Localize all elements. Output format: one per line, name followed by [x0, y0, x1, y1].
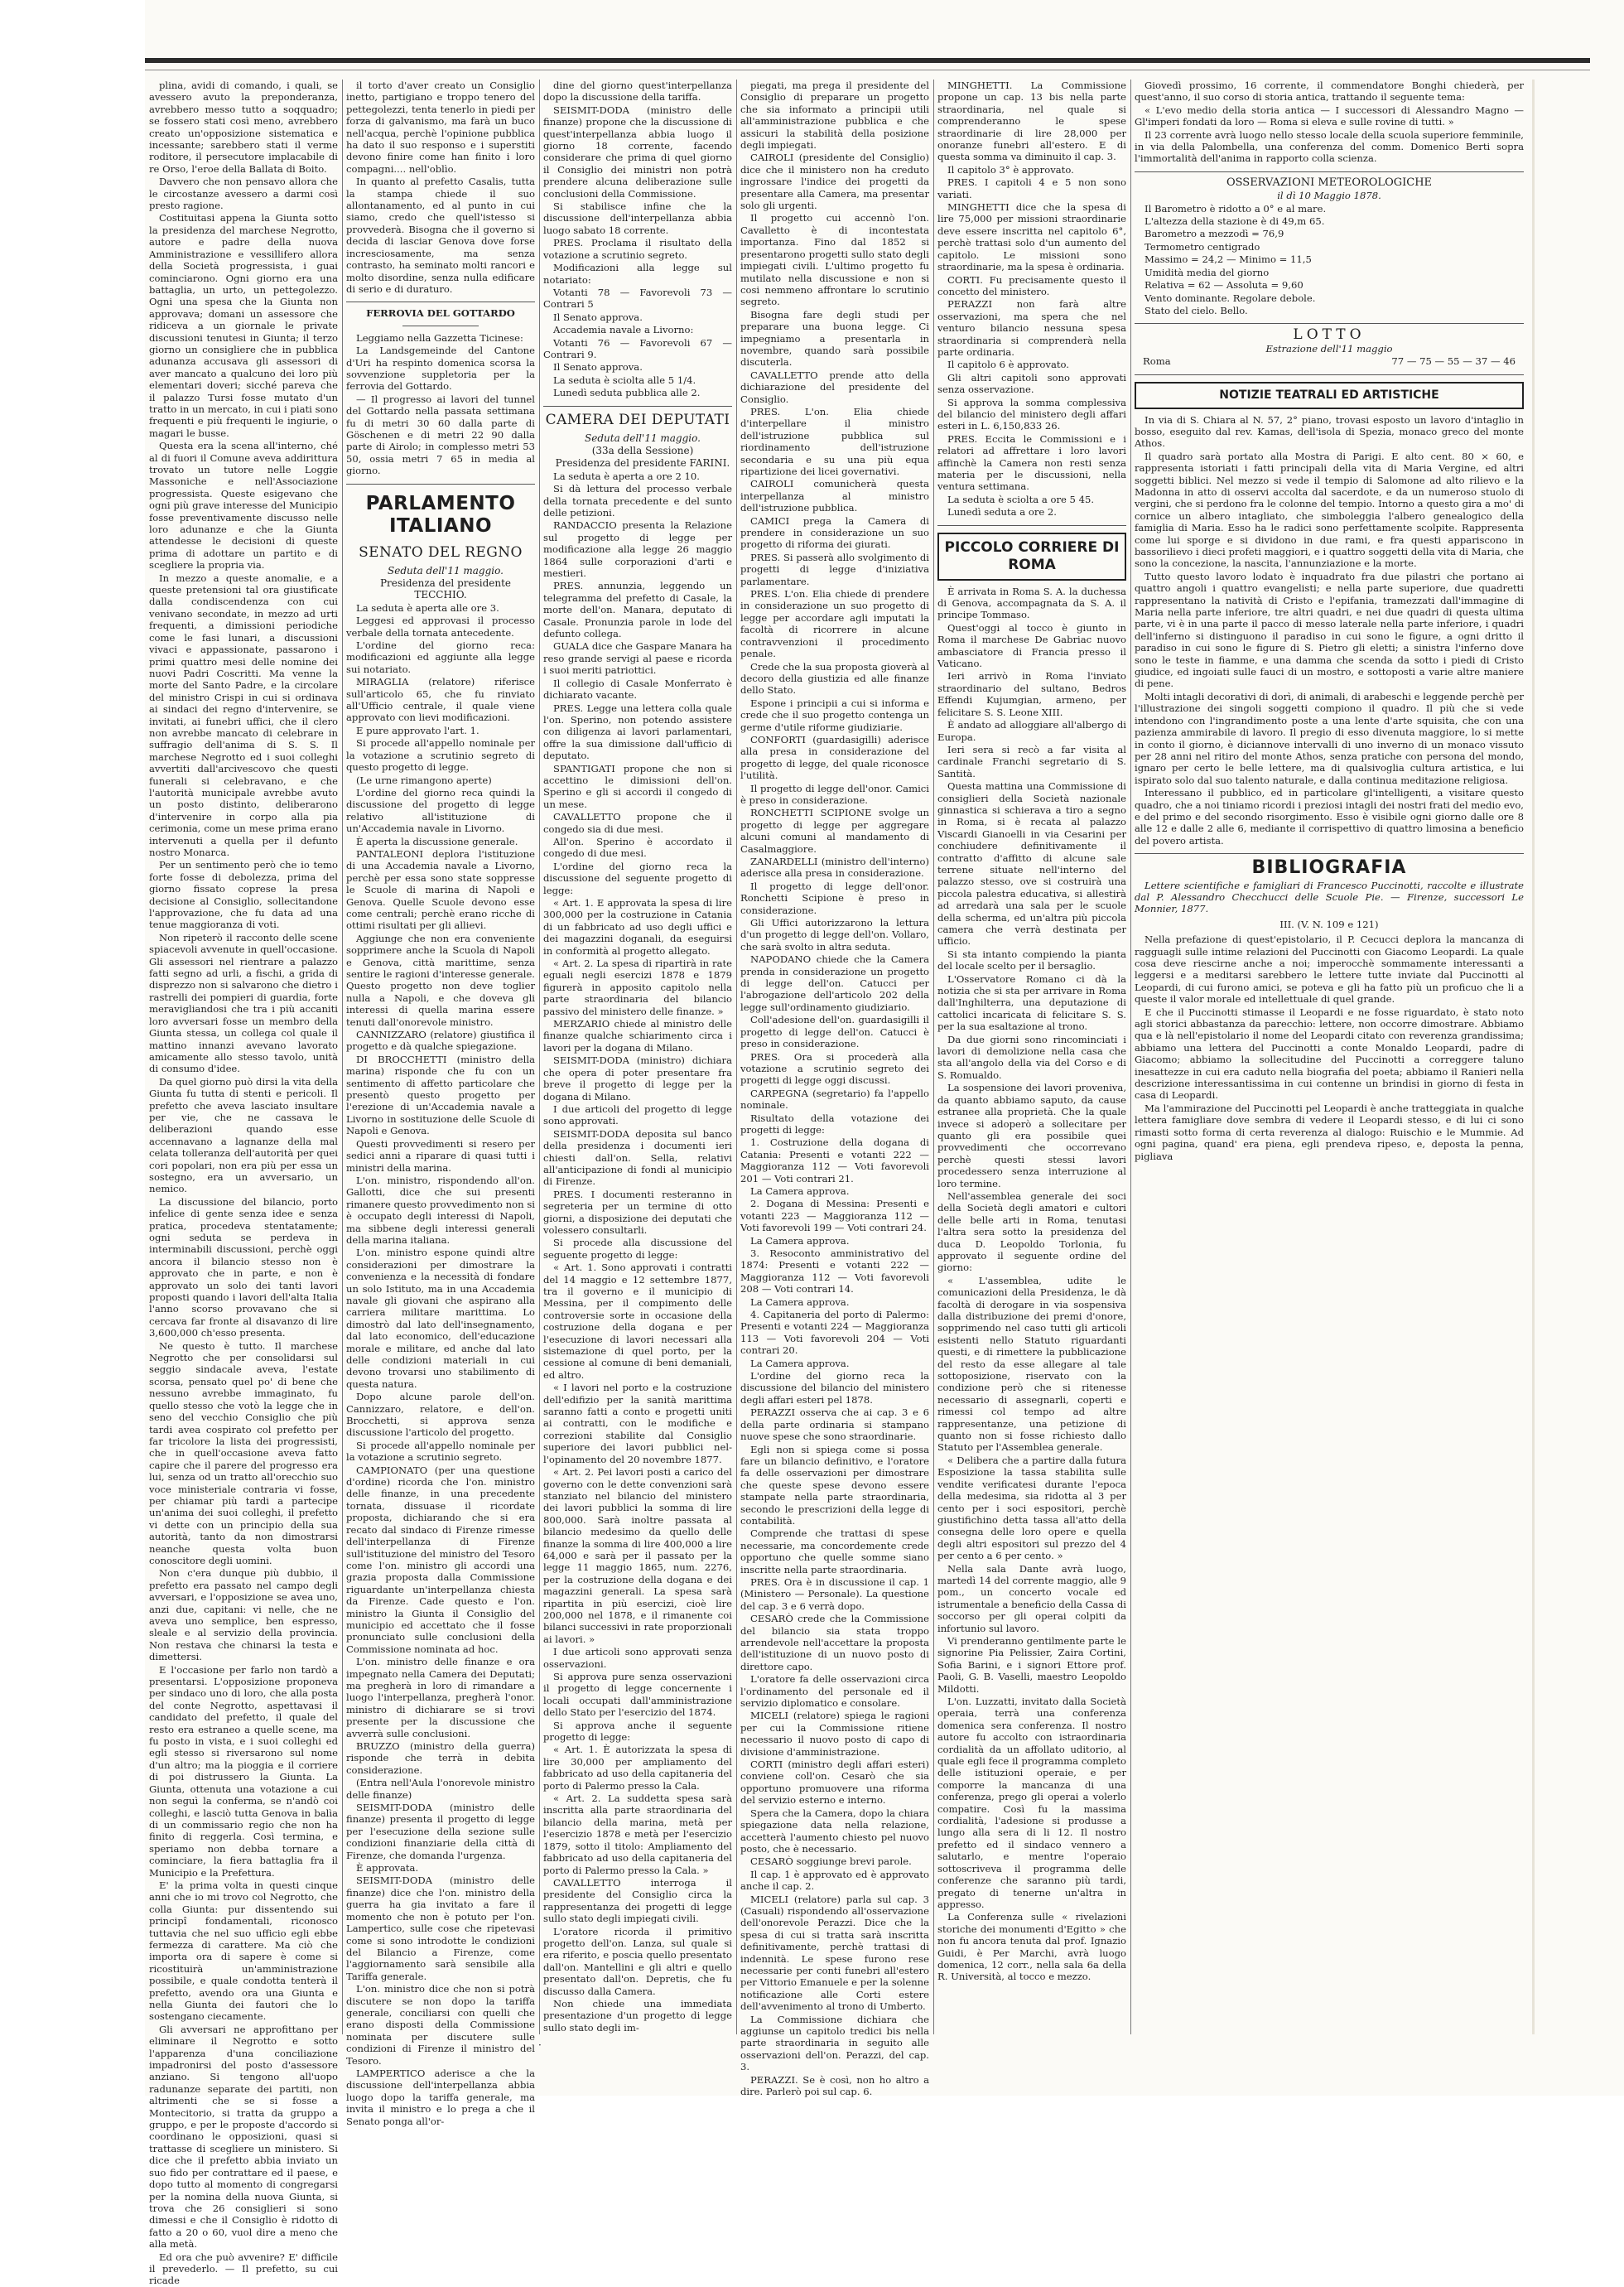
article-paragraph: Questa era la scena all'interno, ché al di fuori il Comune aveva addirittura trovato un tutore nelle Loggie Massoniche e nell'Associazione progressista. Queste esigevano che ogni più grave interesse del Municipio fosse preventivamente discusso nelle loro adunanze e che la Giunta attendesse le decisioni di queste prima di adottare un partito e di scegliere la propria via.	[149, 440, 338, 572]
article-paragraph: Nella prefazione di quest'epistolario, il P. Cecucci deplora la mancanza di ragguagli sulle intime relazioni del Puccinotti con Giacomo Leopardi. La quale cosa deve riescirne anche a noi; imperocchè sommamente interessanti a leggersi e a meditarsi sarebbero le lettere tutte inviate dal Puccinotti al Leopardi, di cui furono amici, se poteva e gli ha fatto più un proficuo che li a queste il valor morale ed intellettuale di quel grande.	[1135, 934, 1524, 1006]
article-paragraph: MINGHETTI. La Commissione propone un cap. 13 bis nella parte straordinaria, nel quale si comprenderanno le spese straordinarie di lire 28,000 per onoranze funebri all'estero. E di questa somma va diminuito il cap. 3.	[937, 80, 1126, 163]
article-paragraph: L'ordine del giorno reca la discussione del bilancio del ministero degli affari esteri pel 1878.	[740, 1370, 929, 1406]
column-divider	[342, 80, 343, 2034]
article-paragraph: Massimo = 24,2 — Minimo = 11,5	[1145, 253, 1312, 266]
article-paragraph: PERAZZI osserva che ai cap. 3 e 6 della parte ordinaria si stampano nuove spese che sono straordinarie.	[740, 1406, 929, 1443]
article-paragraph: Modificazioni alla legge sul notariato:	[543, 262, 732, 286]
article-paragraph: SEISMIT-DODA (ministro delle finanze) presenta il progetto di legge per l'esecuzione della sezione sulle condizioni finanziarie della città di Firenze, che domanda l'urgenza.	[346, 1802, 535, 1861]
article-paragraph: Votanti 78 — Favorevoli 73 — Contrari 5	[543, 286, 732, 311]
article-paragraph: CORTI. Fu precisamente questo il concetto del ministero.	[937, 273, 1126, 297]
article-paragraph: Spera che la Camera, dopo la chiara spiegazione data nella relazione, accetterà l'aumento chiesto pel nuovo posto, che è necessario.	[740, 1807, 929, 1855]
article-paragraph: « Delibera che a partire dalla futura Esposizione la tassa stabilita sulle vendite verificatesi durante l'epoca della medesima, sia ridotta al 3 per cento per i soci espositori, perchè giustifichino detta tassa all'atto della consegna delle loro opere e quella degli altri espositori sul prezzo del 4 per cento a 6 per cento. »	[937, 1454, 1126, 1562]
article-paragraph: CAIROLI (presidente del Consiglio) dice che il ministero non ha creduto ingrossare l'indice dei progetti da presentare alla Camera, ma presentar solo gli urgenti.	[740, 152, 929, 212]
article-paragraph: Aggiunge che non era conveniente sopprimere anche la Scuola di Napoli e Genova, città marittime, senza sentire le ragioni d'interesse generale. Questo progetto non deve toglier nulla a Napoli, e che doveva gli interessi di quella marina essere tenuti dall'onorevole ministro.	[346, 932, 535, 1028]
article-paragraph: Ma l'ammirazione del Puccinotti pel Leopardi è anche tratteggiata in qualche lettera famigliare dove sembra di vedere il Leopardi stesso, e di lui ci sono rimasti sotto forma di certa reverenza al dialogo: Ruischio e le Mummie. Ad ogni pagina, quand' era piena, egli prendeva ripeso, e, deposta la penna, pigliava	[1135, 1102, 1524, 1162]
article-paragraph: PRES. I capitoli 4 e 5 non sono variati.	[937, 176, 1126, 200]
separator	[346, 484, 535, 485]
lotto-city: Roma	[1143, 355, 1171, 368]
article-paragraph: Bisogna fare degli studi per preparare una buona legge. Ci impegniamo a presentarla in novembre, quando sarà possibile discuterla.	[740, 308, 929, 369]
article-paragraph: Ieri sera si recò a far visita al cardinale Franchi segretario di S. Santità.	[937, 743, 1126, 779]
article-paragraph: Si sta intanto compiendo la pianta del locale scelto per il bersaglio.	[937, 948, 1126, 972]
camera-section	[543, 470, 732, 2034]
article-paragraph: CARPEGNA (segretario) fa l'appello nominale.	[740, 1087, 929, 1112]
article-paragraph: È aperta la discussione generale.	[356, 835, 518, 847]
article-paragraph: Costituitasi appena la Giunta sotto la presidenza del marchese Negrotto, autore e padre della nuova Amministrazione e vessillifero allora della Società progressista, i guai cominciarono. Ogni giorno era una battaglia, un urto, un pettegolezzo. Ogni una spesa che la Giunta non approvava; domani un assessore che ridiceva a un giornale le private discussioni tenutesi in Giunta; il terzo giorno un consigliere che in pubblica adunanza accusava gli assessori di aver mancato a qualcuno dei loro più elementari doveri; sicché pareva che il palazzo Tursi fosse mutato d'un tratto in un mercato, in cui i piati sono frequenti e più frequenti le ingiurie, o magari le busse.	[149, 212, 338, 439]
article-paragraph: Nella sala Dante avrà luogo, martedì 14 del corrente maggio, alle 9 pom., un concerto vocale ed istrumentale a beneficio della Cassa di soccorso per gli operai colpiti da infortunio sul lavoro.	[937, 1562, 1126, 1634]
article-paragraph: La Landsgemeinde del Cantone d'Uri ha respinto domenica scorsa la sovvenzione suppletoria per la ferrovia del Gottardo.	[346, 345, 535, 393]
roma-section	[937, 586, 1126, 1983]
camera-presidenza: Presidenza del presidente FARINI.	[555, 457, 730, 470]
article-paragraph: Il Barometro è ridotto a 0° e al mare.	[1145, 202, 1327, 215]
bibliografia-reference: Lettere scientifiche e famigliari di Francesco Puccinotti, raccolte e illustrate dal P. Alessandro Checchucci delle Scuole Pie. — Firenze, successori Le Monnier, 1877.	[1135, 879, 1524, 915]
lotto-subtitle: Estrazione dell'11 maggio	[1265, 342, 1393, 355]
article-paragraph: Leggesi ed approvasi il processo verbale della tornata antecedente.	[346, 615, 535, 639]
article-paragraph: PRES. annunzia, leggendo un telegramma del prefetto di Casale, la morte dell'on. Manara, deputato di Casale. Pronunzia parole in lode del defunto collega.	[543, 580, 732, 640]
article-paragraph: Il progetto di legge dell'onor. Ronchetti Scipione è preso in considerazione.	[740, 880, 929, 916]
teatro-section	[1135, 414, 1524, 847]
article-paragraph: L'on. Luzzatti, invitato dalla Società operaia, terrà una conferenza domenica sera conferenza. Il nostro autore fu accolto con istraordinaria cordialità da un affollato uditorio, al quale egli fece il programma completo delle istituzioni operaie, e per comporre la mancanza di una conferenza, prego gli operai a volerlo compatire. Così fu la massima cordialità, l'adesione si produsse a lungo alla sera di li 12. Il nostro prefetto ed il sindaco vennero a salutarlo, e mentre l'operaio sottoscriveva il programma delle conferenze che saranno più tardi, pregato di tenerne un'altra in appresso.	[937, 1696, 1126, 1910]
article-paragraph: Dopo alcune parole dell'on. Cannizzaro, relatore, e dell'on. Brocchetti, si approva senza discussione l'articolo del progetto.	[346, 1391, 535, 1439]
separator	[1135, 323, 1524, 324]
article-paragraph: PRES. I documenti resteranno in segreteria per un termine di otto giorni, a disposizione dei deputati che volessero consultarli.	[543, 1188, 732, 1236]
article-paragraph: MINGHETTI dice che la spesa di lire 75,000 per missioni straordinarie deve essere inscritta nel capitolo 6°, perchè trattasi solo d'un aumento del capitolo. Le missioni sono straordinarie, ma la spesa è ordinaria.	[937, 201, 1126, 273]
article-paragraph: Molti intagli decorativi di dorì, di animali, di arabeschi e leggende perchè per l'illustrazione dei singoli soggetti compiono il quadro. Il più che si vede intendono con l'ingrandimento poste a una lente d'arte squisita, che con una pazienza ammirabile di lavoro. Il pregio di esso divenuta maggiore, lo si mette in conto il giorno, è diciannove intervalli di uno inverno di un monaco vissuto per 28 anni nel ritiro del monte Athos, senza pratiche con persona del mondo, ignaro per certo le belle lettere, ma di qualsivoglia cultura artistica, e lui ispirato solo dal suo talento naturale, e dalla continua meditazione religiosa.	[1135, 690, 1525, 786]
article-paragraph: E che il Puccinotti stimasse il Leopardi e ne fosse riguardato, è stato noto agli storici abbastanza da parecchio: lettere, non occorre dimostrare. Abbiamo qua e là nell'epistolario il nome del Leopardi citato con reverenza grandissima; abbiamo una lettera del Puccinotti a conte Monaldo Leopardi, padre di Giacomo; abbiamo la sollecitudine del Puccinotti a correggere taluno inesattezze in cui era caduto nella biografia del poeta; abbiamo il Ranieri nella descrizione interessantissima in cui contenne un brindisi in giorno di festa in casa di Leopardi.	[1135, 1006, 1524, 1102]
article-paragraph: Il 23 corrente avrà luogo nello stesso locale della scuola superiore femminile, in via della Palombella, una conferenza del comm. Domenico Berti sopra l'immortalità dell'anima in rapporto colla scienza.	[1135, 128, 1524, 165]
article-paragraph: La seduta è sciolta a ore 5 45.	[947, 493, 1095, 505]
senato-section	[346, 602, 535, 2127]
article-paragraph: Stato del cielo. Bello.	[1145, 304, 1248, 316]
article-paragraph: PRES. L'on. Elia chiede di prendere in considerazione un suo progetto di legge per accordare agli imputati la facoltà di ricorrere in alcune contravvenzioni il procedimento penale.	[740, 588, 929, 660]
bibliografia-title: BIBLIOGRAFIA	[1251, 857, 1407, 879]
article-paragraph: PRES. Proclama il risultato della votazione a scrutinio segreto.	[543, 237, 732, 261]
article-paragraph: Si approva anche il seguente progetto di legge:	[543, 1719, 732, 1744]
article-paragraph: I due articoli del progetto di legge sono approvati.	[543, 1102, 732, 1127]
article-paragraph: Umidità media del giorno	[1145, 266, 1270, 278]
article-paragraph: Il cap. 1 è approvato ed è approvato anche il cap. 2.	[740, 1868, 929, 1893]
article-paragraph: Leggiamo nella Gazzetta Ticinese:	[356, 331, 523, 344]
article-paragraph: MICELI (relatore) spiega le ragioni per cui la Commissione ritiene necessario il nuovo posto di capo di divisione d'amministrazione.	[740, 1710, 929, 1758]
article-paragraph: Si approva pure senza osservazioni il progetto di legge concernente i locali occupati dall'amministrazione dello Stato per l'esercizio del 1874.	[543, 1671, 732, 1719]
article-paragraph: Il progetto cui accennò l'on. Cavalletto è di incontestata importanza. Fino dal 1852 si presentarono progetti sullo stato degli impiegati civili. L'ultimo progetto fu mutilato nella discussione e non si cosi nemmeno affrontare lo scrutinio segreto.	[740, 212, 929, 308]
article-paragraph: DI BROCCHETTI (ministro della marina) risponde che fu con un sentimento di affetto particolare che presentò questo progetto per l'erezione di un'Accademia navale a Livorno in sostituzione delle Scuole di Napoli e Genova.	[346, 1053, 535, 1137]
article-paragraph: « Art. 1. Sono approvati i contratti del 14 maggio e 12 settembre 1877, tra il governo e il municipio di Messina, per il compimento delle controversie sorte in occasione della costruzione della dogana e per l'esecuzione di lavori necessari alla sistemazione di quel porto, per la cessione al comune di beni demaniali, ed altro.	[543, 1262, 732, 1381]
article-paragraph: Giovedì prossimo, 16 corrente, il commendatore Bonghi chiederà, per quest'anno, il suo corso di storia antica, trattando il seguente tema:	[1135, 80, 1524, 104]
article-paragraph: Lunedì seduta pubblica alle 2.	[553, 387, 701, 399]
article-paragraph: « Art. 2. La spesa di ripartirà in rate eguali negli esercizi 1878 e 1879 figurerà in apposito capitolo nella parte straordinaria del bilancio passivo del ministero delle finanze. »	[543, 958, 732, 1017]
article-paragraph: In quanto al prefetto Casalis, tutta la stampa chiede il suo allontanamento, ed al punto in cui siamo, credo che quell'istesso si provvederà. Bisogna che il governo si decida di lasciar Genova dove forse incresciosamente, ma senza contrasto, ha seminato molti rancori e molto disordine, senza nulla edificare di serio e di duraturo.	[346, 176, 535, 295]
article-paragraph: CAIROLI comunicherà questa interpellanza al ministro dell'istruzione pubblica.	[740, 478, 929, 514]
article-paragraph: L'ordine del giorno reca quindi la discussione del progetto di legge relativo all'istituzione di un'Accademia navale in Livorno.	[346, 786, 535, 835]
article-paragraph: Davvero che non pensavo allora che le circostanze avessero a darmi così presto ragione.	[149, 176, 338, 212]
article-paragraph: Non chiede una immediata presentazione d'un progetto di legge sullo stato degli im-	[543, 1997, 732, 2034]
meteo-title: OSSERVAZIONI METEOROLOGICHE	[1226, 176, 1433, 189]
article-paragraph: LAMPERTICO aderisce a che la discussione dell'interpellanza abbia luogo dopo la tariffa generale, ma invita il ministro e lo prega a che il Senato ponga all'or-	[346, 2067, 535, 2127]
article-paragraph: Lunedì seduta a ore 2.	[947, 506, 1057, 519]
article-paragraph: Il Senato approva.	[553, 361, 643, 374]
article-paragraph: Votanti 76 — Favorevoli 67 — Contrari 9.	[543, 336, 732, 360]
article-paragraph: Ne questo è tutto. Il marchese Negrotto che per consolidarsi sul seggio sindacale aveva, l'estate scorsa, pensato quel po' di bene che nessuno avrebbe immaginato, fu quello stesso che votò la legge che in seno del vecchio Consiglio che più tardi avea cospirato col prefetto per far tricolore la lista dei progressisti, che in quell'occasione aveva fatto capire che il parere del progresso era lui, senza od un tratto all'orecchio suo voce ministeriale contraria vi fosse, per chiamar più tardi a partecipe un'anima dei suoi colleghi, il prefetto vi dette con un principio della sua autorità, tanto da non dimostrarsi neanche questa volta buon conoscitore degli uomini.	[149, 1339, 338, 1566]
article-paragraph: PRES. Si passerà allo svolgimento di progetti di legge d'iniziativa parlamentare.	[740, 551, 929, 587]
article-paragraph: PERAZZI. Se è così, non ho altro a dire. Parlerò poi sul cap. 6.	[740, 2073, 929, 2098]
article-paragraph: La Conferenza sulle « rivelazioni storiche dei monumenti d'Egitto » che non fu ancora tenuta dal prof. Ignazio Guidi, è Per Marchi, avrà luogo domenica, 12 corr., nella sala 6a della R. Università, al tocco e mezzo.	[937, 1911, 1126, 1983]
article-paragraph: « I lavori nel porto e la costruzione dell'edifizio per la sanità marittima saranno fatti a conto e progetti uniti ai contratti, con le modifiche e correzioni stabilite dal Consiglio superiore dei lavori pubblici nel-l'opinamento del 20 novembre 1877.	[543, 1382, 732, 1465]
teatro-title: NOTIZIE TEATRALI ED ARTISTICHE	[1219, 388, 1439, 402]
article-paragraph: SPANTIGATI propone che non si accettino le dimissioni dell'on. Sperino e gli si accordi il congedo di un mese.	[543, 762, 732, 810]
article-paragraph: SEISMIT-DODA (ministro delle finanze) dice che l'on. ministro della guerra ha gia invitato a fare il momento che non è potuto per l'on. Lampertico, sulle cose che ripetevasi come si sono introdotte le condizioni del Bilancio a Firenze, come l'aggiornamento sarà sensibile alla Tariffa generale.	[346, 1874, 535, 1982]
article-paragraph: L'on. ministro dice che non si potrà discutere se non dopo la tariffa generale, conciliarsi con quelli che erano disposti della Commissione nominata per discutere sulle condizioni di Firenze il ministro del Tesoro.	[346, 1983, 535, 2067]
column-divider	[933, 80, 934, 2034]
article-paragraph: PRES. Ora si procederà alla votazione a scrutinio segreto dei progetti di legge oggi discussi.	[740, 1050, 929, 1087]
article-paragraph: Gli Uffici autorizzarono la lettura d'un progetto di legge dell'on. Vollaro, che sarà svolto in altra seduta.	[740, 917, 929, 953]
article-paragraph: 2. Dogana di Messina: Presenti e votanti 223 — Maggioranza 112 — Voti favorevoli 199 — Voti contrari 24.	[740, 1198, 929, 1234]
article-paragraph: SEISMIT-DODA deposita sul banco della presidenza i documenti ieri chiesti dall'on. Sella, relativi all'anticipazione di fondi al municipio di Firenze.	[543, 1127, 732, 1188]
column-6	[1135, 80, 1524, 2034]
article-paragraph: E l'occasione per farlo non tardò a presentarsi. L'opposizione proponeva per sindaco uno di loro, che alla posta del conte Negrotto, aspettavasi il candidato del prefetto, il quale del resto era estraneo a quelle scene, ma fu posto in vista, e i suoi colleghi ed egli stesso si riversarono sul nome d'un altro; ma la pioggia e il corriere di poi distrussero la Giunta. La Giunta, ottenuta una votazione a cui non seguì la conferma, se n'andò coi colleghi, e lasciò tutta Genova in balìa di un commissario regio che non ha finito di reggerla. Così termina, e speriamo non debba tornare a cominciare, la fiera battaglia fra il Municipio e la Prefettura.	[149, 1663, 338, 1879]
article-paragraph: Il Senato approva.	[553, 311, 643, 323]
article-paragraph: (Entra nell'Aula l'onorevole ministro delle finanze)	[346, 1777, 535, 1801]
article-paragraph: CAVALLETTO prende atto della dichiarazione del presidente del Consiglio.	[740, 369, 929, 405]
separator	[1135, 374, 1524, 375]
article-paragraph: Non ripeterò il racconto delle scene spiacevoli avvenute in quell'occasione. Gli assessori nel rientrare a palazzo fatti segno ad urli, a fischi, a grida di disprezzo non si salvarono che dietro i rastrelli dei pompieri di guardia, forte meravigliandosi che tra i più accaniti loro avversari fosse un membro della Giunta stessa, un collega col quale il mattino innanzi avevano lavorato amicamente allo stesso tavolo, unità di consumo d'idee.	[149, 931, 338, 1075]
column-divider	[736, 80, 737, 2034]
ferrovia-title: FERROVIA DEL GOTTARDO	[366, 307, 515, 320]
article-paragraph: Crede che la sua proposta gioverà al decoro della giustizia ed alle finanze dello Stato.	[740, 660, 929, 697]
column-1	[149, 80, 338, 2287]
article-paragraph: La seduta è aperta alle ore 3.	[356, 601, 499, 614]
article-paragraph: CORTI (ministro degli affari esteri) conviene coll'on. Cesarò che sia opportuno promuovere una riforma del servizio esterno e interno.	[740, 1759, 929, 1807]
separator	[1135, 171, 1524, 172]
camera-sessione: (33a della Sessione)	[591, 444, 694, 456]
article-paragraph: CESARÒ crede che la Commissione del bilancio sia stata troppo arrendevole nell'accettare la proposta dell'istituzione di un nuovo posto di direttore capo.	[740, 1613, 929, 1672]
article-paragraph: Coll'adesione dell'on. guardasigilli il progetto di legge dell'on. Catucci è preso in considerazione.	[740, 1014, 929, 1050]
article-paragraph: L'on. ministro, rispondendo all'on. Gallotti, dice che sui presenti rimanere questo provvedimento non si è occupato degli interessi di Napoli, ma sibbene degli interessi generali della marina italiana.	[346, 1174, 535, 1246]
article-paragraph: La seduta è sciolta alle 5 1/4.	[553, 374, 696, 386]
article-paragraph: 1. Costruzione della dogana di Catania: Presenti e votanti 222 — Maggioranza 112 — Voti favorevoli 201 — Voti contrari 21.	[740, 1136, 929, 1185]
article-paragraph: RONCHETTI SCIPIONE svolge un progetto di legge per aggregare alcuni comuni al mandamento di Casalmaggiore.	[740, 807, 929, 855]
article-paragraph: ZANARDELLI (ministro dell'interno) aderisce alla presa in considerazione.	[740, 856, 929, 880]
page-mark: ·	[538, 2039, 542, 2051]
article-paragraph: Per un sentimento però che io temo forte fosse di debolezza, prima del giorno fissato coprese la presa decisione al Consiglio, sollecitandone l'approvazione, che fu data ad una tenue maggioranza di voti.	[149, 859, 338, 931]
article-paragraph: L'ordine del giorno reca la discussione del seguente progetto di legge:	[543, 860, 732, 896]
article-paragraph: Tutto questo lavoro lodato è inquadrato fra due pilastri che portano ai quattro angoli i quattro evangelisti; e nella parte superiore, due quadretti rappresentano la natività di Cristo e l'epifania, tramezzati dall'immagine di Maria nella parte inferiore, tre altri quadri, e nei due quadri di questa ultima parte, vi è in una parte il pacco di messo laterale nella parte inferiore, i quadri dell'inferno si distinguono il paradiso in cui sono le figure, a ogni dritto il paradiso in cui sono le figure di S. Pietro gli eletti; a sinistra l'inferno dove sono le teste in fiamme, e una damma che scenda da sotto i piedi di Cristo giudice, ed ingoiati sulle fauci di un mostro, e sottoposti a varie altre maniere di pene.	[1135, 570, 1524, 690]
article-paragraph: L'oratore ricorda il primitivo progetto dell'on. Lanza, sul quale si era riferito, e poscia quello presentato dall'on. Mantellini e gli altri e quello presentato dall'on. Depretis, che fu discusso dalla Camera.	[543, 1925, 732, 1997]
meteo-date: il dì 10 Maggio 1878.	[1277, 190, 1381, 202]
article-paragraph: Gli altri capitoli sono approvati senza osservazione.	[937, 371, 1126, 396]
article-paragraph: Vento dominante. Regolare debole.	[1145, 292, 1316, 304]
article-paragraph: Il capitolo 6 è approvato.	[947, 359, 1069, 371]
article-paragraph: L'on. ministro espone quindi altre considerazioni per dimostrare la convenienza e la necessità di fondare un solo Istituto, ma in una Accademia navale gli giovani che aspirano alla carriera militare marittima. Lo dimostrò dal lato dell'insegnamento, dal lato economico, dell'educazione morale e militare, ed anche dal lato delle condizioni materiali in cui devono trovarsi uno stabilimento di questa natura.	[346, 1247, 535, 1390]
article-paragraph: Il capitolo 3° è approvato.	[947, 163, 1074, 176]
column-divider	[1130, 80, 1131, 2034]
column-4	[740, 80, 929, 2098]
article-paragraph: Si procede alla discussione del seguente progetto di legge:	[543, 1237, 732, 1261]
article-paragraph: 3. Resoconto amministrativo del 1874: Presenti e votanti 222 — Maggioranza 112 — Voti favorevoli 208 — Voti contrari 14.	[740, 1247, 929, 1295]
article-paragraph: « Art. 1. È autorizzata la spesa di lire 30,000 per ampliamento del fabbricato ad uso della capitaneria del porto di Palermo presso la Cala.	[543, 1744, 732, 1792]
article-paragraph: CAMPIONATO (per una questione d'ordine) ricorda che l'on. ministro delle finanze, in una precedente tornata, dissuase il ricordate proposta, dichiarando che si era recato dal sindaco di Firenze rimesse dell'interpellanza di Firenze sull'istituzione del ministro del Tesoro come l'on. ministro gli accordi una grazia proposta dalla Commissione riguardante un'interpellanza chiesta da Firenze. Cade questo e l'on. ministro la Giunta il Consiglio del municipio ed accettato che il fosse pronunciato sulle conclusioni della Commissione nominata ad hoc.	[346, 1464, 535, 1655]
article-paragraph: CAMICI prega la Camera di prendere in considerazione un suo progetto di riforma dei giurati.	[740, 514, 929, 551]
article-paragraph: CESARÒ soggiunge brevi parole.	[750, 1855, 912, 1868]
column-5	[937, 80, 1126, 2034]
article-paragraph: CANNIZZARO (relatore) giustifica il progetto e dà qualche spiegazione.	[346, 1029, 535, 1053]
column-3	[543, 80, 732, 2034]
article-paragraph: — Il progresso ai lavori del tunnel del Gottardo nella passata settimana fu di metri 30 60 dalla parte di Göschenen e di metri 22 90 dalla parte di Airolo; in complesso metri 53 50, ossia metri 7 65 in media al giorno.	[346, 393, 535, 477]
lotto-title: LOTTO	[1293, 326, 1366, 344]
senato-presidenza: Presidenza del presidente TECCHIO.	[379, 577, 512, 601]
prefetto-continuation	[346, 80, 535, 295]
camera-continuation	[937, 80, 1126, 519]
article-paragraph: BRUZZO (ministro della guerra) risponde che terrà in debita considerazione.	[346, 1740, 535, 1776]
article-paragraph: All'on. Sperino è accordato il congedo di due mesi.	[543, 835, 732, 860]
column-2	[346, 80, 535, 2127]
column-divider	[539, 80, 540, 2034]
article-paragraph: Questa mattina una Commissione di consiglieri della Società nazionale ginnastica si schierava a tiro a segno in Roma, si è recata al palazzo Viscardi Gianoelli in via Cesarini per conchiudere definitivamente il contratto d'affitto di alcune sale terrene situate nell'interno del palazzo stesso, ove si costruirà una piccola palestra educativa, si allestirà ad arredarà una sala per le scuole della scherma, ed un'altra più piccola camera che verrà destinata per ufficio.	[937, 780, 1126, 948]
article-paragraph: Nell'assemblea generale dei soci della Società degli amatori e cultori delle belle arti in Roma, tenutasi l'altra sera sotto la presidenza del duca D. Leopoldo Torlonia, fu approvato il seguente ordine del giorno:	[937, 1189, 1126, 1274]
article-paragraph: dine del giorno quest'interpellanza dopo la discussione della tariffa.	[543, 80, 732, 104]
article-paragraph: « Art. 1. E approvata la spesa di lire 300,000 per la costruzione in Catania di un fabbricato ad uso degli uffici e dei magazzini doganali, da eseguirsi in conformità al progetto allegato.	[543, 897, 732, 957]
article-paragraph: « Art. 2. Pei lavori posti a carico del governo con le dette convenzioni sarà stanziato nel bilancio del ministero dei lavori pubblici la somma di lire 800,000. Sarà inoltre passata al bilancio medesimo da quello delle finanze la somma di lire 400,000 a lire 64,000 e sarà per il passato per la legge 11 maggio 1865, num. 2276, per la costruzione della dogana e dei magazzini generali. La spesa sarà ripartita in più esercizi, cioè lire 200,000 nel 1878, e il rimanente coi bilanci successivi in rate proporzionali ai lavori. »	[543, 1466, 732, 1645]
article-paragraph: Relativa = 62 — Assoluta = 9,60	[1145, 279, 1304, 292]
article-paragraph: piegati, ma prega il presidente del Consiglio di preparare un progetto che sia informato a principii utili all'amministrazione pubblica e che assicuri la stabilità della posizione degli impiegati.	[740, 80, 929, 152]
article-paragraph: Si stabilisce infine che la discussione dell'interpellanza abbia luogo sabato 18 corrente.	[543, 200, 732, 236]
article-paragraph: Il quadro sarà portato alla Mostra di Parigi. E alto cent. 80 × 60, e rappresenta istoriati i fatti principali della vita di Maria Vergine, ed altri soggetti biblici. Nel mezzo si vede il tempio di Salomone ad alto rilievo e la Madonna in atto di osservi accolta dal sacerdote, e da un numeroso stuolo di vergini, che si perdono fra le colonne del tempio. Intorno a questo gira a mo' di cornice un albero intagliato, che simboleggia l'albero genealogico della famiglia di Maria. Esso ha le radici sono perfettamente scolpite. Rappresenta come lui sporge e si dividono in due rami, e fra questi appariscono in bassorilievo i dieci profeti maggiori, e i quattro soggetti della vita di Maria, che sono la concezione, la nascita, l'annunziazione e la morte.	[1135, 450, 1524, 570]
teatro-box	[1135, 382, 1524, 409]
parlamento-banner: PARLAMENTO ITALIANO	[365, 492, 516, 537]
camera-date: Seduta dell'11 maggio.	[585, 432, 701, 444]
article-paragraph: La Camera approva.	[750, 1234, 850, 1247]
piccolo-corriere-box	[937, 533, 1126, 581]
article-paragraph: Barometro a mezzodì = 76,9	[1145, 228, 1284, 240]
article-paragraph: Comprende che trattasi di spese necessarie, ma concordemente crede opportuno che quelle somme siano inscritte nella parte straordinaria.	[740, 1527, 929, 1575]
article-paragraph: La sospensione dei lavori proveniva, da quanto abbiamo saputo, da cause estranee alla proprietà. Che la quale invece si adoperò a sollecitare per quanto gli era possibile quei provvedimenti che occorrevano perchè questi stessi lavori procedessero senza interruzione al loro termine.	[937, 1082, 1126, 1189]
article-paragraph: GUALA dice che Gaspare Manara ha reso grande servigi al paese e ricorda i suoi meriti patriottici.	[543, 640, 732, 677]
article-paragraph: SEISMIT-DODA (ministro delle finanze) propone che la discussione di quest'interpellanza abbia luogo il giorno 18 corrente, facendo considerare che prima di quel giorno il Consiglio dei ministri non potrà prendere alcuna deliberazione sulle conclusioni della Commissione.	[543, 104, 732, 200]
article-paragraph: PRES. Ora è in discussione il cap. 1 (Ministero — Personale). La questione del cap. 3 e 6 verrà dopo.	[740, 1575, 929, 1612]
article-paragraph: È approvata.	[356, 1862, 419, 1874]
article-paragraph: Egli non si spiega come si possa fare un bilancio definitivo, e l'oratore fa delle osservazioni per dimostrare che queste spese devono essere stampate nella parte straordinaria, secondo le prescrizioni della legge di contabilità.	[740, 1443, 929, 1527]
article-paragraph: Si procede all'appello nominale per la votazione a scrutinio segreto di questo progetto di legge.	[346, 737, 535, 774]
article-paragraph: CAVALLETTO propone che il congedo sia di due mesi.	[543, 811, 732, 835]
article-paragraph: La Camera approva.	[750, 1295, 850, 1308]
article-paragraph: In mezzo a queste anomalie, e a queste pretensioni tal ora giustificate dalla condiscendenza con cui venivano secondate, in mezzo ad urti frequenti, a dimissioni periodiche come le fasi lunari, a discussioni vivaci e appassionate, passarono i primi quattro mesi delle nomine dei nuovi Padri Coscritti. Ma venne la morte del Santo Padre, e la circolare del ministro Crispi in cui si ordinava ai sindaci dei regno d'intervenire, se invitati, ai funebri uffici, che il clero non avrebbe mancato di celebrare in suffragio dell'anima di S. S. Il marchese Negrotto ed i suoi colleghi avvertiti dall'arcivescovo che questi funerali si celebravano, e che l'autorità municipale avrebbe avuto un posto distinto, deliberarono d'intervenire in corpo alla pia cerimonia, come un mese prima erano intervenuti a quella per il defunto nostro Monarca.	[149, 572, 338, 858]
article-paragraph: La Camera approva.	[750, 1185, 850, 1197]
article-paragraph: Il progetto di legge dell'onor. Camici è preso in considerazione.	[740, 782, 929, 806]
article-paragraph: plina, avidi di comando, i quali, se avessero avuto la preponderanza, avrebbero messo tutto a soqquadro; se fossero stati così meno, avrebbero creato un'opposizione sistematica e incessante; sarebbero stati il verme roditore, il persecutore implacabile di re Orso, l'eroe della Ballata di Boito.	[149, 80, 338, 175]
article-paragraph: Termometro centigrado	[1145, 240, 1260, 253]
conferenze-section	[1135, 80, 1524, 165]
meteo-section	[1135, 203, 1524, 317]
article-paragraph: CAVALLETTO interroga il presidente del Consiglio circa la rappresentanza dei progetti di legge sullo stato degli impiegati civili.	[543, 1876, 732, 1925]
article-paragraph: Vi prenderanno gentilmente parte le signorine Pia Pelissier, Zaira Cortini, Sofia Barini, e i signori Ettore prof. Paoli, G. B. Vaselli, maestro Leopoldo Mildotti.	[937, 1634, 1126, 1695]
separator	[543, 406, 732, 407]
article-paragraph: Espone i principii a cui si informa e crede che il suo progetto contenga un germe d'utile riforme giudiziarie.	[740, 697, 929, 733]
article-paragraph: Si approva la somma complessiva del bilancio del ministero degli affari esteri in L. 6,150,833 26.	[937, 396, 1126, 432]
article-paragraph: Ed ora che può avvenire? E' difficile il prevederlo. — Il prefetto, su cui ricade	[149, 2251, 338, 2287]
article-paragraph: La discussione del bilancio, porto infelice di gente senza idee e senza pratica, procedeva stentatamente; ogni seduta se perdeva in interminabili discussioni, perchè oggi ancora il bilancio stesso non è approvato che in parte, e non è approvato un solo dei tanti lavori proposti quando i lavori dell'alta Italia l'anno scorso provavano che si cercava far fronte al disavanzo di lire 3,600,000 ch'esso presenta.	[149, 1195, 338, 1339]
page-fold	[1532, 80, 1535, 2034]
lotto-numbers: 77 — 75 — 55 — 37 — 46	[1391, 355, 1516, 368]
bibliografia-part: III. (V. N. 109 e 121)	[1279, 918, 1379, 930]
article-paragraph: I due articoli sono approvati senza osservazioni.	[543, 1646, 732, 1670]
article-paragraph: Interessano il pubblico, ed in particolare gl'intelligenti, a visitare questo quadro, che a noi tiniamo ricordi i preziosi intagli dei nostri frati del medio evo, e del primo e del secondo risorgimento. Esso è visibile ogni giorno dalle ore 8 alle 12 e dalle 2 alle 6, mediante il corrispettivo di quattro limosina a beneficio del povero artista.	[1135, 787, 1524, 847]
article-paragraph: Gli avversari ne approfittano per eliminare il Negrotto e sotto l'apparenza d'una conciliazione impadronirsi del posto d'assessore anziano. Si tengono all'uopo radunanze separate dei partiti, non altrimenti che se si fosse a Montecitorio, si tratta da gruppo a gruppo, e per le proposte d'accordo si coordinano le opposizioni, quasi si trattasse di scegliere un ministero. Si dice che il prefetto abbia inviato un suo fido per contrattare ed il paese, e dopo tutto al momento di congregarsi per la nomina della nuova Giunta, si trova che 26 consiglieri si sono dimessi e che il Consiglio è ridotto di fatto a 20 o 60, vuol dire a meno che alla metà.	[149, 2023, 338, 2251]
article-paragraph: L'altezza della stazione è di 49,m 65.	[1145, 215, 1325, 228]
separator	[937, 525, 1126, 526]
ferrovia-section	[346, 332, 535, 477]
article-paragraph: NAPODANO chiede che la Camera prenda in considerazione un progetto di legge dell'on. Catucci per l'abrogazione dell'articolo 202 della legge sull'ordinamento giudiziario.	[740, 953, 929, 1013]
article-paragraph: RANDACCIO presenta la Relazione sul progetto di legge per modificazione alla legge 26 maggio 1864 sulle corporazioni d'arti e mestieri.	[543, 519, 732, 580]
article-paragraph: L'Osservatore Romano ci dà la notizia che si sta per arrivare in Roma dall'Inghilterra, una deputazione di cattolici incaricata di felicitare S. S. per la sua esaltazione al trono.	[937, 972, 1126, 1033]
article-paragraph: La seduta è aperta a ore 2 10.	[553, 470, 700, 482]
article-paragraph: E' la prima volta in questi cinque anni che io mi trovo col Negrotto, che colla Giunta: pur dissentendo sui principî fondamentali, riconosco tuttavia che nel suo ufficio egli ebbe fermezza di carattere. Ma ciò che importa ora di sapere è come si ricostituirà un'amministrazione possibile, e quale condotta tenterà il prefetto, avendo ora una Giunta e nella Giunta dei fautori che lo sostengano ciecamente.	[149, 1879, 338, 2023]
camera-title: CAMERA DEI DEPUTATI	[545, 411, 730, 428]
article-paragraph: L'oratore fa delle osservazioni circa l'ordinamento del personale ed il servizio diplomatico e consolare.	[740, 1673, 929, 1710]
article-paragraph: « Art. 2. La suddetta spesa sarà inscritta alla parte straordinaria del bilancio della marina, metà per l'esercizio 1878 e metà per l'esercizio 1879, sotto il titolo: Ampliamento del fabbricato ad uso della capitaneria del porto di Palermo presso la Cala. »	[543, 1792, 732, 1876]
article-paragraph: Da due giorni sono rincominciati i lavori di demolizione nella casa che sta all'angolo della via del Corso e di S. Romualdo.	[937, 1033, 1126, 1081]
article-paragraph: CONFORTI (guardasigilli) aderisce alla presa in considerazione del progetto di legge, del quale riconosce l'utilità.	[740, 733, 929, 782]
article-paragraph: È andato ad alloggiare all'albergo di Europa.	[937, 719, 1126, 743]
article-paragraph: La Camera approva.	[750, 1357, 850, 1369]
senato-continuation	[543, 80, 732, 399]
article-paragraph: In via di S. Chiara al N. 57, 2° piano, trovasi esposto un lavoro d'intaglio in bosso, eseguito dal rev. Kamas, dell'isola di Spezia, monaco greco del monte Athos.	[1135, 413, 1524, 450]
article-paragraph: (Le urne rimangono aperte)	[356, 774, 492, 786]
article-paragraph: il torto d'aver creato un Consiglio inetto, partigiano e troppo tenero del pettegolezzi, tenta tenerlo in piedi per forza di galvanismo, ma farà un buco nell'acqua, perchè l'opinione pubblica ha dato il suo responso e i superstiti devono finire come han finito i loro compagni.... nell'oblìo.	[346, 80, 535, 175]
article-paragraph: Ieri arrivò in Roma l'inviato straordinario del sultano, Bedros Effendi Kujumgian, armeno, per felicitare S. S. Leone XIII.	[937, 670, 1126, 718]
senato-title: SENATO DEL REGNO	[359, 543, 523, 561]
article-paragraph: E pure approvato l'art. 1.	[356, 724, 479, 736]
article-paragraph: PANTALEONI deplora l'istituzione di una Accademia navale a Livorno, perchè per essa sono state soppresse le Scuole di marina di Napoli e Genova. Quelle Scuole devono esse come centrali; perchè erano ricche di ottimi risultati per gli allievi.	[346, 847, 535, 932]
article-paragraph: MIRAGLIA (relatore) riferisce sull'articolo 65, che fu rinviato all'Ufficio centrale, il quale viene approvato con lievi modificazioni.	[346, 676, 535, 724]
article-paragraph: Accademia navale a Livorno:	[553, 324, 694, 336]
separator	[1135, 853, 1524, 854]
article-paragraph: È arrivata in Roma S. A. la duchessa di Genova, accompagnata da S. A. il principe Tommaso.	[937, 585, 1126, 621]
senato-date: Seduta dell'11 maggio.	[388, 564, 504, 577]
top-rule	[145, 58, 1590, 63]
article-paragraph: MERZARIO chiede al ministro delle finanze qualche schiarimento circa i lavori per la dogana di Milano.	[543, 1018, 732, 1054]
article-paragraph: Il collegio di Casale Monferrato è dichiarato vacante.	[543, 677, 732, 702]
article-paragraph: Quest'oggi al tocco è giunto in Roma il marchese De Gabriac nuovo ambasciatore di Francia presso il Vaticano.	[937, 621, 1126, 670]
article-paragraph: Risultato della votazione dei progetti di legge:	[740, 1112, 929, 1136]
piccolo-corriere-title: PICCOLO CORRIERE DI ROMA	[944, 538, 1120, 573]
scan-margin	[0, 0, 145, 2096]
article-paragraph: L'ordine del giorno reca: modificazioni ed aggiunte alla legge sui notariato.	[346, 639, 535, 675]
article-paragraph: La Commissione dichiara che aggiunse un capitolo tredici bis nella parte straordinaria in seguito alle osservazioni dell'on. Perazzi, del cap. 3.	[740, 2013, 929, 2073]
article-paragraph: MICELI (relatore) parla sul cap. 3 (Casuali) rispondendo all'osservazione dell'onorevole Perazzi. Dice che la spesa di cui si tratta sarà inscritta definitivamente, perchè trattasi di indennità. Le spese furono rese necessarie per conti funebri all'estero per Vittorio Emanuele e per la solenne notificazione alle Corti estere dell'avvenimento al trono di Umberto.	[740, 1893, 929, 2013]
article-paragraph: Si procede all'appello nominale per la votazione a scrutinio segreto.	[346, 1439, 535, 1464]
bibliografia-section	[1135, 934, 1524, 1162]
article-paragraph: Si dà lettura del processo verbale della tornata precedente e del sunto delle petizioni.	[543, 483, 732, 519]
article-paragraph: SEISMIT-DODA (ministro) dichiara che opera di poter presentare fra breve il progetto di legge per la dogana di Milano.	[543, 1054, 732, 1102]
article-paragraph: PERAZZI non farà altre osservazioni, ma spera che nel venturo bilancio nessuna spesa straordinaria si comprenderà nella parte ordinaria.	[937, 298, 1126, 358]
article-paragraph: L'on. ministro delle finanze e ora impegnato nella Camera dei Deputati; ma pregherà in loro di rimandare a luogo l'interpellanza, pregherà l'onor. ministro di dichiarare se si trovi presente per la discussione che avverrà sulle conclusioni.	[346, 1656, 535, 1739]
article-paragraph: PRES. Eccita le Commissioni e i relatori ad affrettare i loro lavori affinchè la Camera non resti senza materia per le discussioni, nella ventura settimana.	[937, 432, 1126, 493]
article-paragraph: 4. Capitaneria del porto di Palermo: Presenti e votanti 224 — Maggioranza 113 — Voti favorevoli 204 — Voti contrari 20.	[740, 1309, 929, 1357]
article-paragraph: « L'evo medio della storia antica — I successori di Alessandro Magno — Gl'imperi fondati da loro — Roma si eleva e sulle rovine di tutti. »	[1135, 104, 1524, 128]
lotto-row	[1135, 355, 1524, 367]
article-paragraph: PRES. Legge una lettera colla quale l'on. Sperino, non potendo assistere con diligenza ai lavori parlamentari, offre la sua dimissione dall'ufficio di deputato.	[543, 702, 732, 762]
article-paragraph: Da quel giorno può dirsi la vita della Giunta fu tutta di stenti e pericoli. Il prefetto che aveva lasciato insultare per vie, che ne cassava le deliberazioni quando esse accennavano a lagnanze della mal celata tolleranza dell'autorità per quei cori popolari, non era più per essa un sostegno, era un avversario, un nemico.	[149, 1075, 338, 1195]
article-paragraph: Non c'era dunque più dubbio, il prefetto era passato nel campo degli avversari, e l'opposizione se avea uno, anzi due, capitani: vi nelle, che ne aveva uno semplice, ben espresso, sleale e al servizio della provincia. Non restava che chinarsi la testa e dimettersi.	[149, 1567, 338, 1663]
article-paragraph: PRES. L'on. Elia chiede d'interpellare il ministro dell'istruzione pubblica sul riordinamento dell'istruzione secondaria e su una più equa ripartizione dei licei governativi.	[740, 405, 929, 477]
article-paragraph: « L'assemblea, udite le comunicazioni della Presidenza, le dà facoltà di derogare in via sospensiva dalla distribuzione dei premi d'onore, sopprimendo nel caso tutti gli articoli esistenti nello Statuto riguardanti questi, e di rimettere la pubblicazione del resto da esse allegare al tale sottoposizione, riservato con la condizione però che si ritenesse necessario di assegnarli, coperti e rimessi col tempo ad altre rappresentanze, una petizione di quanto non si fosse richiesto dallo Statuto per l'Assemblea generale.	[937, 1274, 1126, 1454]
article-paragraph: Questi provvedimenti si resero per sedici anni a riparare di quasi tutti i ministri della marina.	[346, 1137, 535, 1174]
